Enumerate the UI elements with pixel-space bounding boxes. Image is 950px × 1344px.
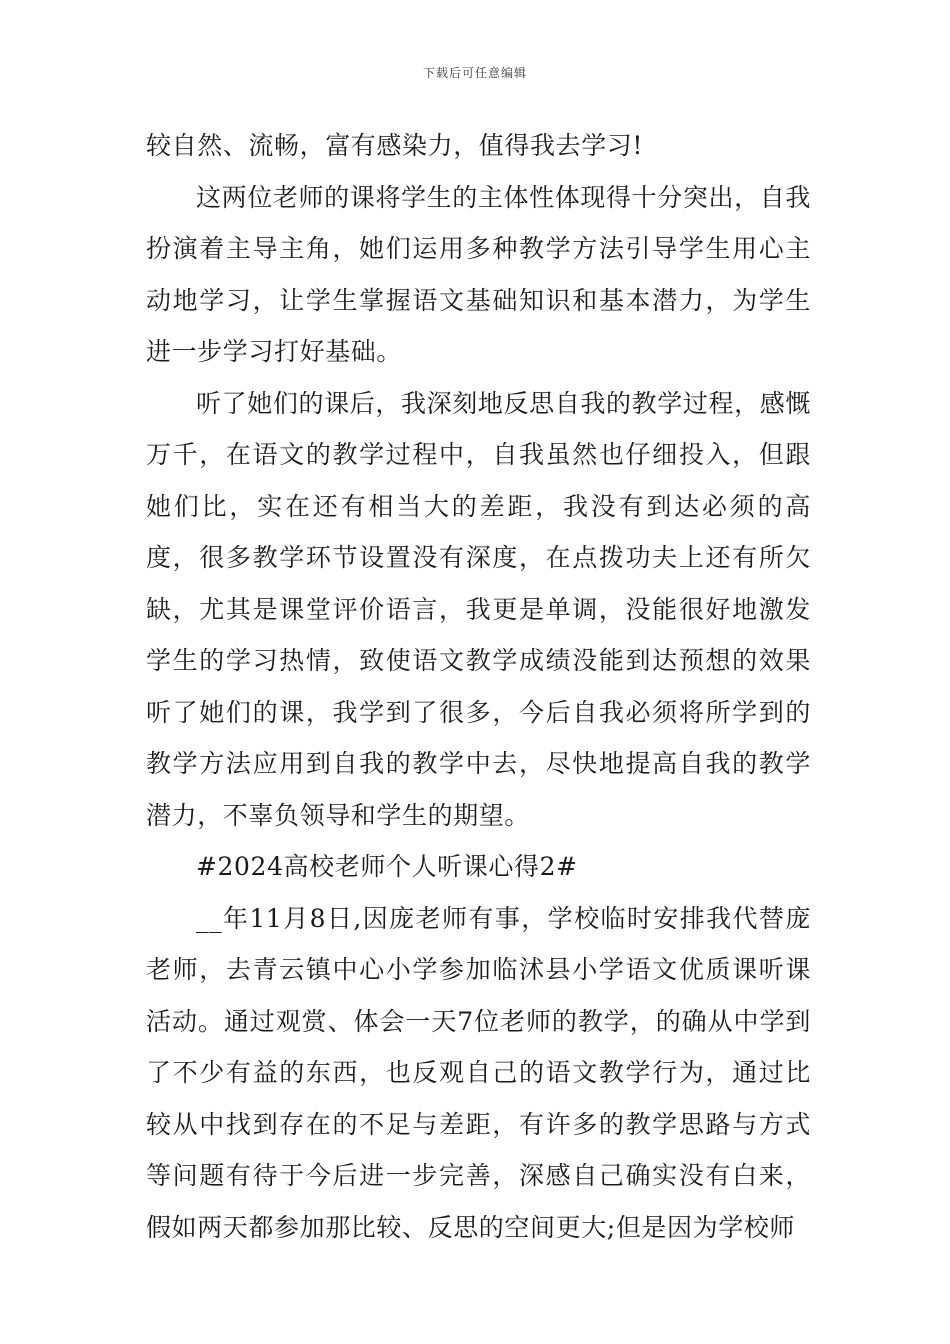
paragraph: 这两位老师的课将学生的主体性体现得十分突出，自我扮演着主导主角，她们运用多种教学方法引导学生用心主动地学习，让学生掌握语文基础知识和基本潜力，为学生进一步学习打好基础。	[146, 182, 811, 366]
page-header: 下载后可任意编辑	[422, 66, 527, 80]
document-body	[146, 120, 811, 1253]
paragraph: __年11月8日,因庞老师有事，学校临时安排我代替庞老师，去青云镇中心小学参加临沭县小学语文优质课听课活动。通过观赏、体会一天7位老师的教学，的确从中学到了不少有益的东西，也反观自己的语文教学行为，通过比较从中找到存在的不足与差距，有许多的教学思路与方式等问题有待于今后进一步完善，深感自己确实没有白来，假如两天都参加那比较、反思的空间更大;但是因为学校师	[146, 903, 811, 1242]
section-heading: #2024高校老师个人听课心得2#	[196, 852, 578, 881]
paragraph-continuation: 较自然、流畅，富有感染力，值得我去学习!	[146, 131, 644, 160]
paragraph: 听了她们的课后，我深刻地反思自我的教学过程，感慨万千，在语文的教学过程中，自我虽然也仔细投入，但跟她们比，实在还有相当大的差距，我没有到达必须的高度，很多教学环节设置没有深度，在点拨功夫上还有所欠缺，尤其是课堂评价语言，我更是单调，没能很好地激发学生的学习热情，致使语文教学成绩没能到达预想的效果听了她们的课，我学到了很多，今后自我必须将所学到的教学方法应用到自我的教学中去，尽快地提高自我的教学潜力，不辜负领导和学生的期望。	[146, 388, 811, 830]
